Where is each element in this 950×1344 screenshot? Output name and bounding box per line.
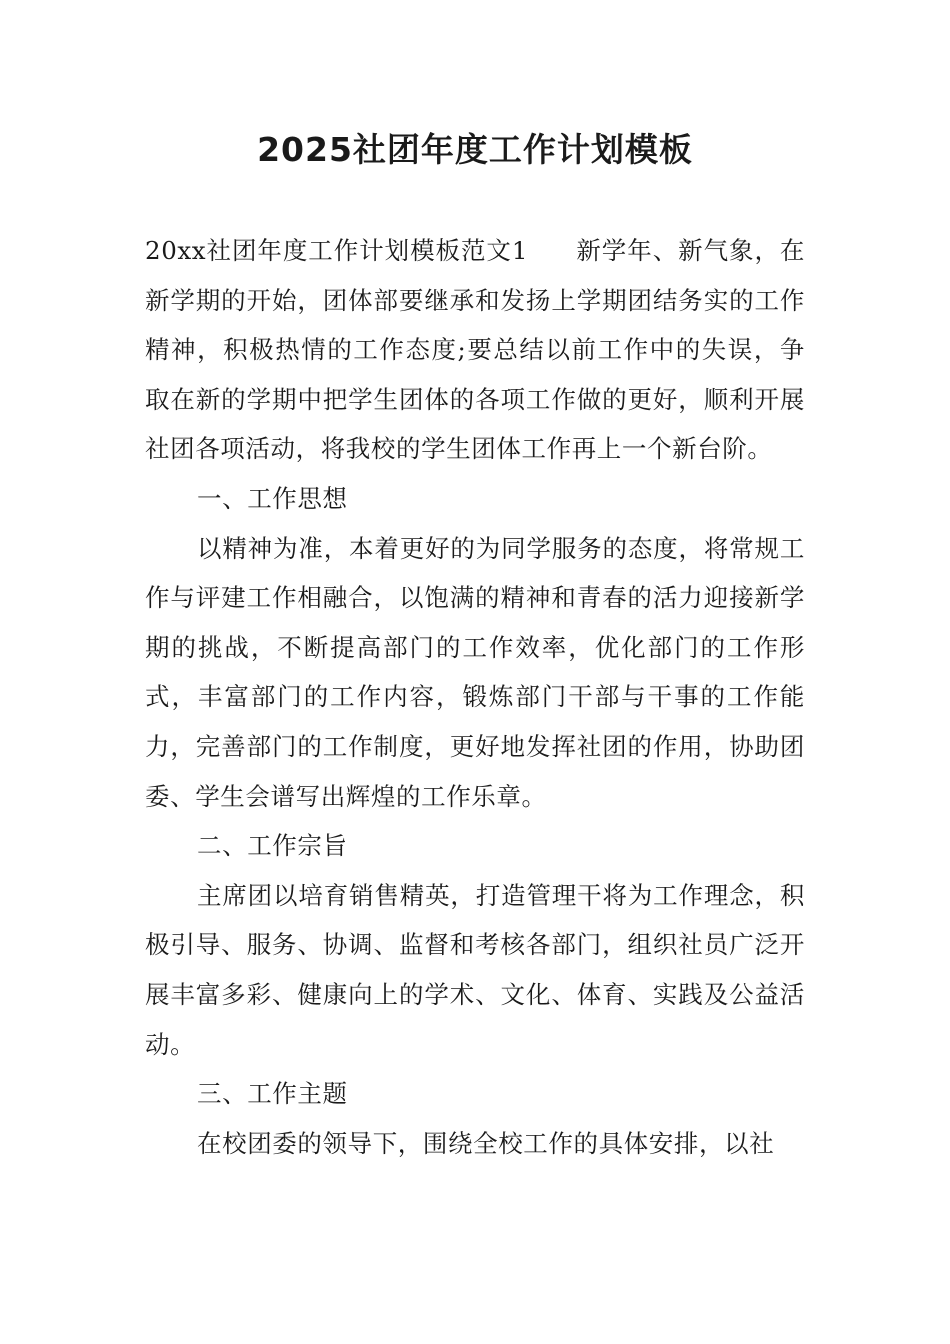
section-paragraph: 主席团以培育销售精英，打造管理干将为工作理念，积极引导、服务、协调、监督和考核各部门，组织社员广泛开展丰富多彩、健康向上的学术、文化、体育、实践及公益活动。 [145, 880, 805, 1059]
section-heading: 三、工作主题 [197, 1079, 348, 1109]
section-heading: 一、工作思想 [197, 483, 348, 513]
section-paragraph: 在校团委的领导下，围绕全校工作的具体安排，以社 [197, 1128, 775, 1158]
intro-paragraph [145, 226, 805, 474]
intro-body: 新学年、新气象，在新学期的开始，团体部要继承和发扬上学期团结务实的工作精神，积极热情的工作态度;要总结以前工作中的失误，争取在新的学期中把学生团体的各项工作做的更好，顺利开展社团各项活动，将我校的学生团体工作再上一个新台阶。 [145, 236, 805, 464]
section-heading: 二、工作宗旨 [197, 831, 348, 861]
intro-lead: 20xx社团年度工作计划模板范文1 [145, 236, 529, 265]
document-body [145, 226, 805, 1168]
page-title: 2025社团年度工作计划模板 [257, 130, 693, 169]
section-paragraph: 以精神为准，本着更好的为同学服务的态度，将常规工作与评建工作相融合，以饱满的精神和青春的活力迎接新学期的挑战，不断提高部门的工作效率，优化部门的工作形式，丰富部门的工作内容，锻炼部门干部与干事的工作能力，完善部门的工作制度，更好地发挥社团的作用，协助团委、学生会谱写出辉煌的工作乐章。 [145, 533, 805, 811]
